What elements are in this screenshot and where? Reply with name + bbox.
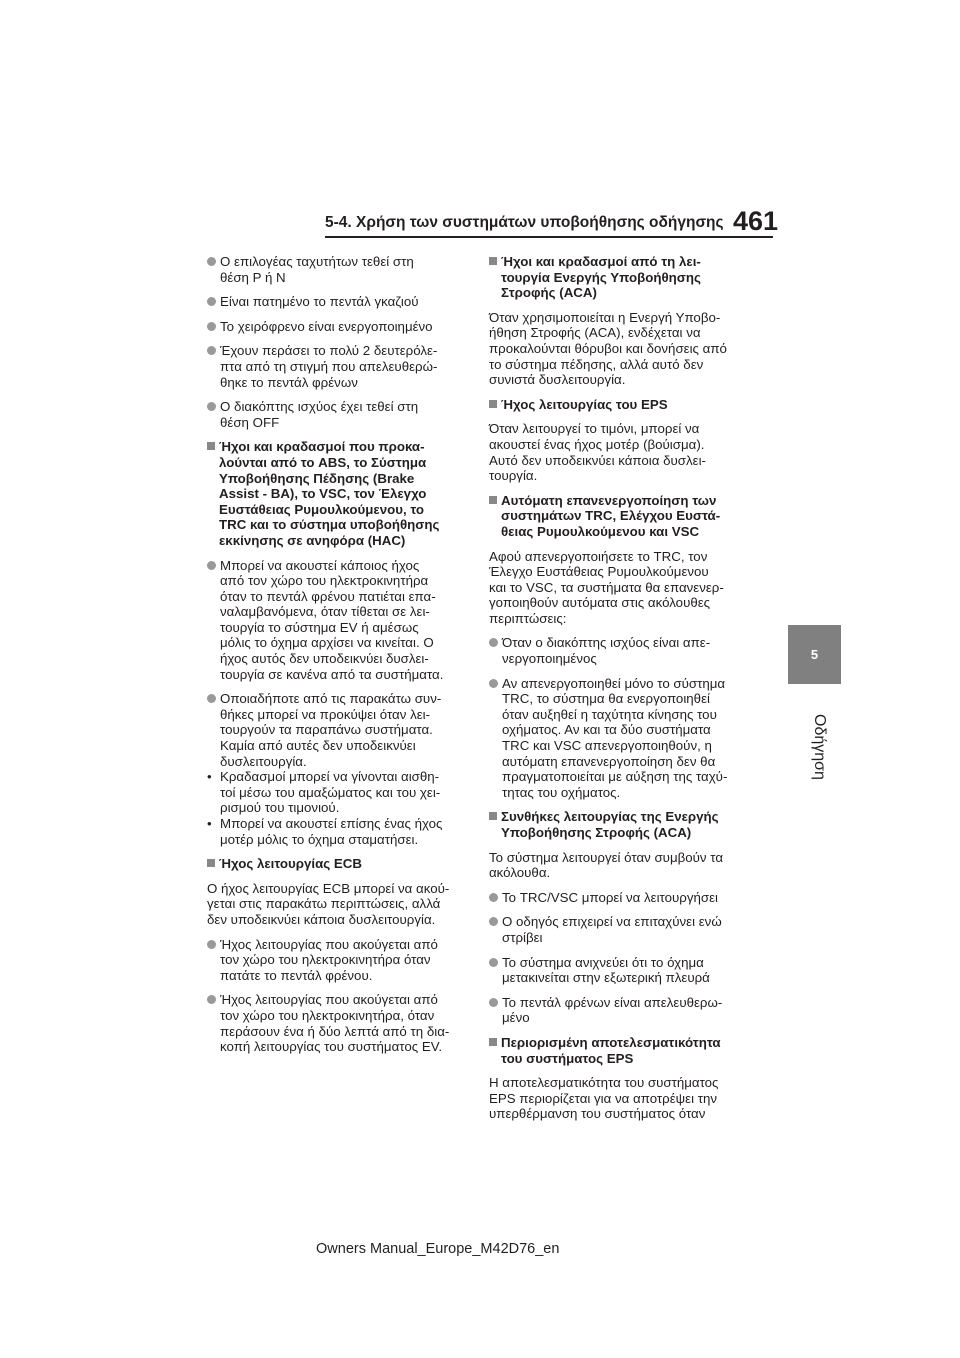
bullet-dot-icon (207, 346, 216, 355)
paragraph: Η αποτελεσματικότητα του συστήματος EPS περιορίζεται για να αποτρέψει την υπερθέρμανση του συστήματος όταν (489, 1075, 719, 1122)
bullet-row (489, 635, 747, 666)
square-bullet-icon (489, 1038, 497, 1046)
square-bullet-icon (207, 442, 215, 450)
bullet-row (207, 254, 465, 285)
bullet-dot-icon (207, 561, 216, 570)
bullet-text: Το σύστημα ανιχνεύει ότι το όχημα μετακινείται στην εξωτερική πλευρά (502, 954, 710, 986)
bullet-row (489, 890, 747, 906)
bullet-row (207, 992, 465, 1054)
sub-bullet-text: Κραδασμοί μπορεί να γίνονται αισθη- τοί μέσω του αμαξώματος και του χει- ρισμού του τιμονιού. (220, 769, 441, 816)
bullet-item (489, 914, 747, 945)
bullet-text: Αν απενεργοποιηθεί μόνο το σύστημα TRC, το σύστημα θα ενεργοποιηθεί όταν αυξηθεί η ταχύτητα κίνησης του οχήματος. Αν και τα δύο συστήματα TRC και VSC απενεργοποιηθούν, η αυτόματη επανενεργοποίηση δεν θα πραγματοποιείται με αύξηση της ταχύ- τητας του οχήματος. (502, 675, 728, 800)
bullet-dot-icon (489, 998, 498, 1007)
bullet-dot-icon (489, 679, 498, 688)
bullet-item (207, 691, 465, 847)
sub-bullet-text: Μπορεί να ακουστεί επίσης ένας ήχος μοτέρ μόλις το όχημα σταματήσει. (220, 816, 443, 847)
bullet-row (489, 995, 747, 1026)
bullet-dot-icon (489, 917, 498, 926)
bullet-row (207, 937, 465, 984)
header-rule (325, 236, 773, 238)
bullet-text: Ήχος λειτουργίας που ακούγεται από τον χώρο του ηλεκτροκινητήρα όταν πατάτε το πεντάλ φρένου. (220, 936, 438, 983)
bullet-item (489, 955, 747, 986)
heading-text: Αυτόματη επανενεργοποίηση των συστημάτων TRC, Ελέγχου Ευστά- θειας Ρυμουλκούμενου και VSC (501, 492, 721, 539)
bullet-row (489, 955, 747, 986)
page-number: 461 (733, 206, 779, 236)
bullet-item (207, 319, 465, 335)
bullet-item (489, 676, 747, 801)
bullet-text: Ο επιλογέας ταχυτήτων τεθεί στη θέση P ή N (220, 254, 414, 285)
paragraph: Αφού απενεργοποιήσετε το TRC, τον Έλεγχο Ευστάθειας Ρυμουλκούμενου και το VSC, τα συστήματα θα επανενερ- γοποιηθούν αυτόματα στις ακόλουθες περιπτώσεις: (489, 548, 724, 626)
chapter-label: Οδήγηση (811, 714, 828, 780)
bullet-text: Ήχος λειτουργίας που ακούγεται από τον χώρο του ηλεκτροκινητήρα, όταν περάσουν ένα ή δύο λεπτά από τη δια- κοπή λειτουργίας του συστήματος EV. (220, 992, 450, 1055)
square-bullet-icon (207, 859, 215, 867)
sub-bullet-marker: • (207, 769, 212, 785)
bullet-item (489, 635, 747, 666)
footer: Owners Manual_Europe_M42D76_en (316, 1241, 560, 1257)
section-title: 5-4. Χρήση των συστημάτων υποβοήθησης οδήγησης (325, 214, 724, 231)
section-heading (489, 1035, 747, 1066)
bullet-item (207, 294, 465, 310)
bullet-dot-icon (207, 995, 216, 1004)
bullet-text: Το TRC/VSC μπορεί να λειτουργήσει (502, 889, 718, 905)
bullet-item (489, 890, 747, 906)
sub-bullet-item (207, 769, 465, 816)
bullet-item (207, 399, 465, 430)
chapter-number: 5 (810, 647, 819, 662)
heading-text: Περιορισμένη αποτελεσματικότητα του συστήματος EPS (501, 1034, 721, 1066)
section-heading (207, 856, 465, 872)
bullet-item (489, 995, 747, 1026)
paragraph: Όταν λειτουργεί το τιμόνι, μπορεί να ακουστεί ένας ήχος μοτέρ (βούισμα). Αυτό δεν υποδεικνύει κάποια δυσλει- τουργία. (489, 421, 706, 484)
bullet-dot-icon (489, 638, 498, 647)
section-heading (489, 493, 747, 540)
heading-text: Ήχος λειτουργίας του EPS (501, 396, 668, 412)
sub-bullet-marker: • (207, 816, 212, 831)
heading-text: Συνθήκες λειτουργίας της Ενεργής Υποβοήθησης Στροφής (ACA) (501, 809, 719, 840)
bullet-text: Είναι πατημένο το πεντάλ γκαζιού (220, 294, 419, 310)
paragraph: Όταν χρησιμοποιείται η Ενεργή Υποβο- ήθηση Στροφής (ACA), ενδέχεται να προκαλούνται θόρυβοι και δονήσεις από το σύστημα πέδησης, αλλά αυτό δεν συνιστά δυσλειτουργία. (489, 309, 727, 388)
heading-text: Ήχοι και κραδασμοί από τη λει- τουργία Ενεργής Υποβοήθησης Στροφής (ACA) (501, 254, 701, 301)
bullet-dot-icon (207, 257, 216, 266)
heading-text: Ήχοι και κραδασμοί που προκα- λούνται από το ABS, το Σύστημα Υποβοήθησης Πέδησης (Brake Assist - BA), το VSC, τον Έλεγχο Ευστάθειας Ρυμουλκούμενου, το TRC και το σύστημα υποβοήθησης εκκίνησης σε ανηφόρα (HAC) (219, 439, 440, 548)
section-heading (489, 397, 747, 413)
bullet-dot-icon (207, 297, 216, 306)
bullet-dot-icon (207, 402, 216, 411)
bullet-text: Ο διακόπτης ισχύος έχει τεθεί στη θέση OFF (220, 399, 419, 430)
bullet-row (207, 343, 465, 390)
bullet-row (489, 676, 747, 801)
bullet-row (207, 399, 465, 430)
left-column (207, 254, 465, 1064)
bullet-dot-icon (489, 893, 498, 902)
bullet-dot-icon (489, 958, 498, 967)
square-bullet-icon (489, 400, 497, 408)
bullet-item (207, 992, 465, 1054)
section-heading (207, 439, 465, 548)
bullet-row (489, 914, 747, 945)
bullet-dot-icon (207, 322, 216, 331)
bullet-item (207, 343, 465, 390)
bullet-row (207, 319, 465, 335)
square-bullet-icon (489, 496, 497, 504)
section-heading (489, 809, 747, 840)
bullet-item (207, 558, 465, 683)
bullet-text: Το χειρόφρενο είναι ενεργοποιημένο (220, 318, 433, 334)
bullet-text: Όταν ο διακόπτης ισχύος είναι απε- νεργοποιημένος (502, 635, 711, 667)
paragraph: Ο ήχος λειτουργίας ECB μπορεί να ακού- γεται στις παρακάτω περιπτώσεις, αλλά δεν υποδεικνύει κάποια δυσλειτουργία. (207, 880, 450, 927)
bullet-item (207, 937, 465, 984)
sub-bullet-item (207, 816, 465, 847)
bullet-text: Το πεντάλ φρένων είναι απελευθερω- μένο (502, 994, 723, 1026)
bullet-dot-icon (207, 694, 216, 703)
bullet-dot-icon (207, 940, 216, 949)
square-bullet-icon (489, 812, 497, 820)
bullet-row (207, 294, 465, 310)
chapter-tab (788, 625, 841, 684)
bullet-row (207, 691, 465, 769)
bullet-item (207, 254, 465, 285)
heading-text: Ήχος λειτουργίας ECB (219, 856, 362, 872)
bullet-text: Μπορεί να ακουστεί κάποιος ήχος από τον χώρο του ηλεκτροκινητήρα όταν το πεντάλ φρένου πατιέται επα- ναλαμβανόμενα, όταν τίθεται σε λει- τουργία το σύστημα EV ή αμέσως μόλις το όχημα αρχίσει να κινείται. Ο ήχος αυτός δεν υποδεικνύει δυσλει- τουργία σε κανένα από τα συστήματα. (220, 557, 444, 682)
right-column (489, 254, 747, 1131)
bullet-text: Έχουν περάσει το πολύ 2 δευτερόλε- πτα από τη στιγμή που απελευθερώ- θηκε το πεντάλ φρένων (220, 343, 438, 390)
section-heading (489, 254, 747, 301)
square-bullet-icon (489, 257, 497, 265)
bullet-text: Ο οδηγός επιχειρεί να επιταχύνει ενώ στρίβει (502, 914, 722, 945)
bullet-row (207, 558, 465, 683)
paragraph: Το σύστημα λειτουργεί όταν συμβούν τα ακόλουθα. (489, 849, 724, 881)
bullet-text: Οποιαδήποτε από τις παρακάτω συν- θήκες μπορεί να προκύψει όταν λει- τουργούν τα παραπάνω συστήματα. Καμία από αυτές δεν υποδεικνύει δυσλειτουργία. (220, 691, 442, 769)
